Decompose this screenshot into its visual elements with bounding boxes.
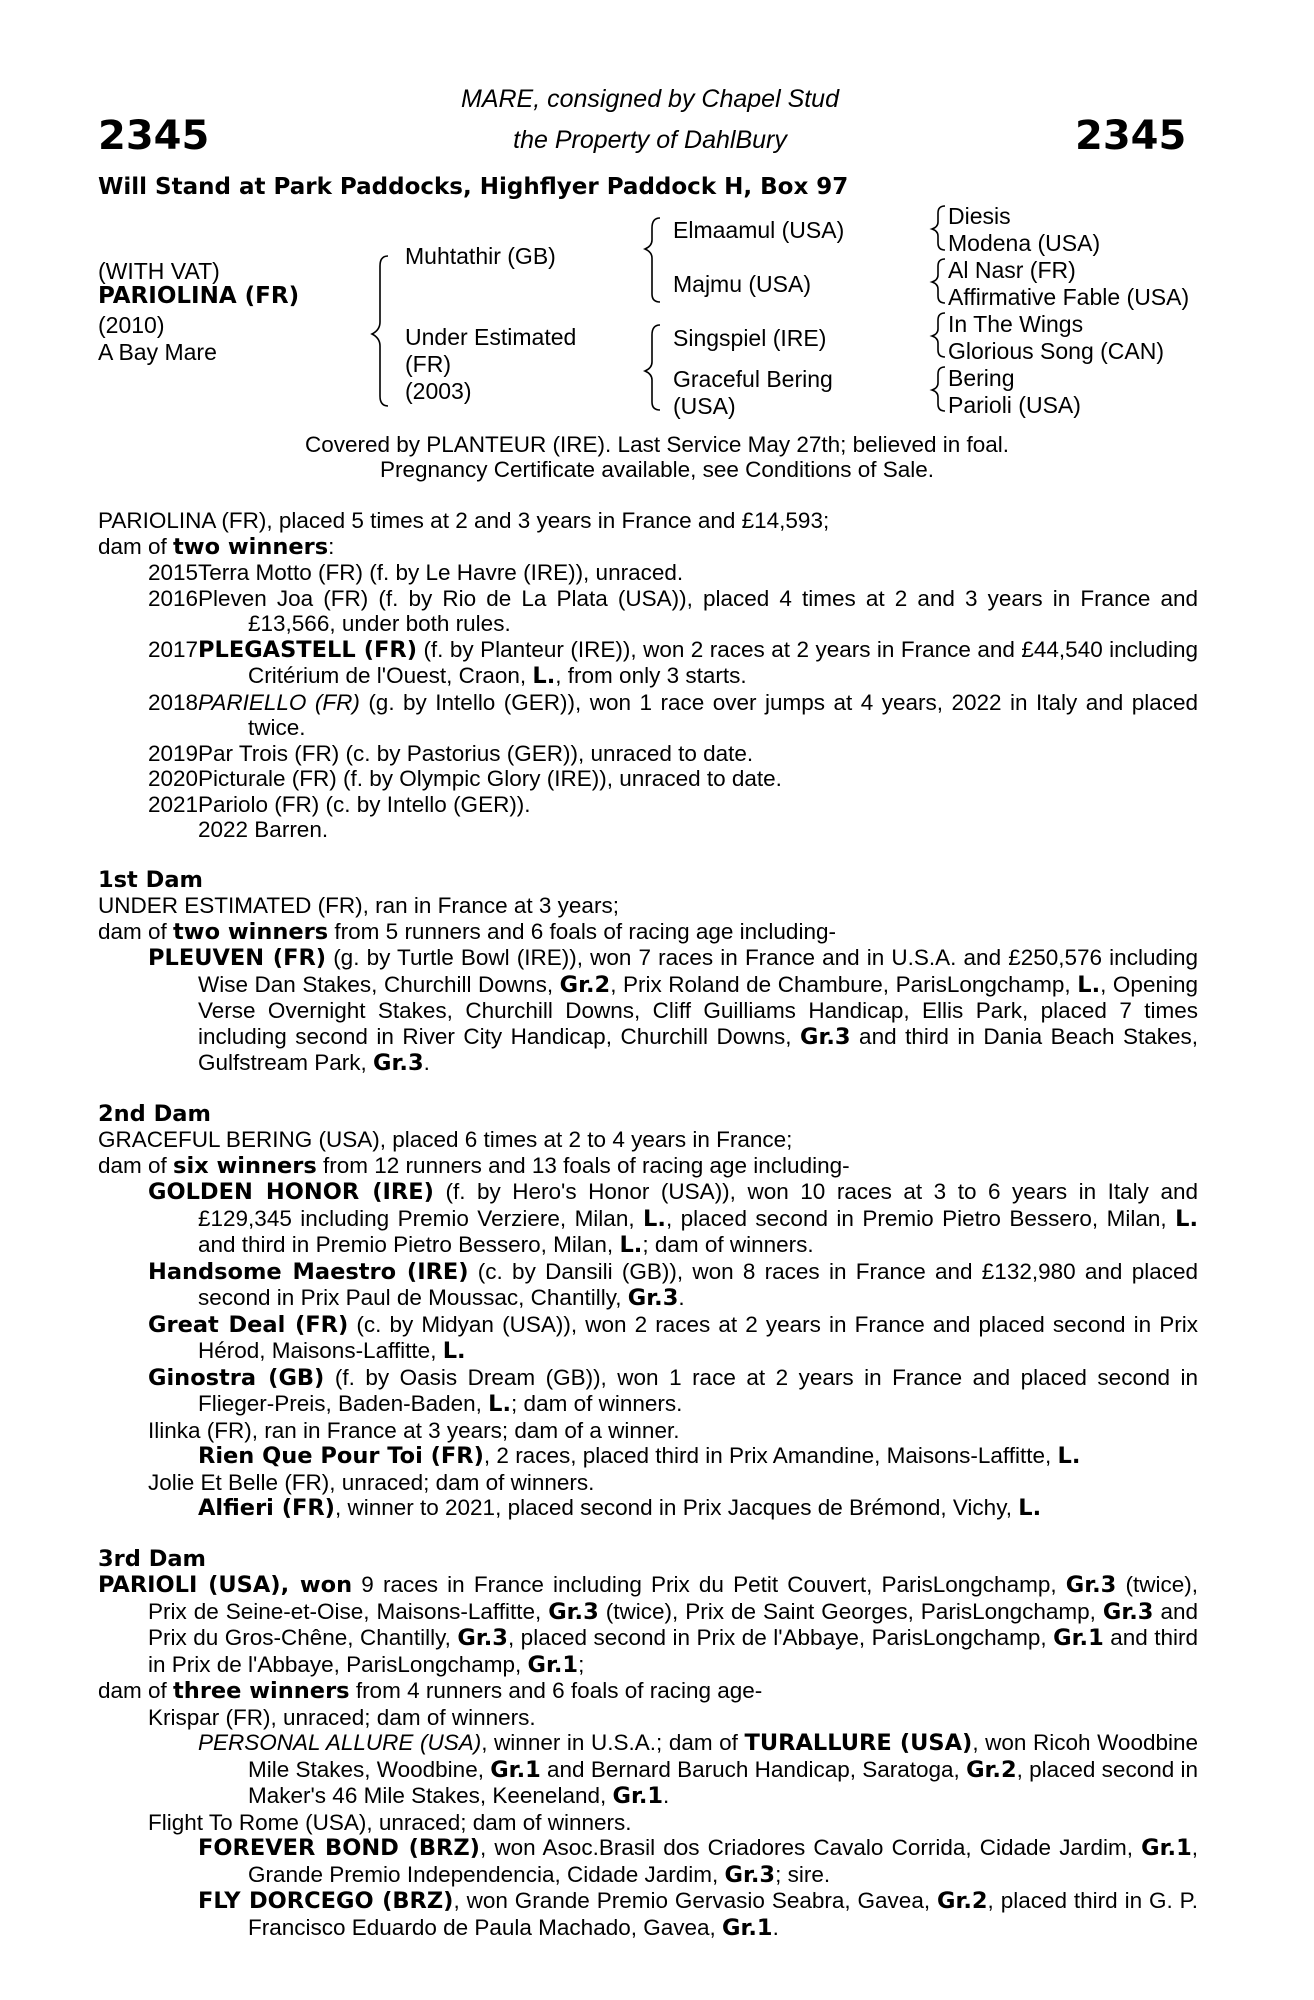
flight-to-rome-entry: Flight To Rome (USA), unraced; dam of winners. [148,1809,632,1835]
pedigree-dd-line1: Graceful Bering [673,366,833,392]
property-line: the Property of DahlBury [513,126,787,154]
pedigree-dds: Bering [948,365,1015,391]
location-line: Will Stand at Park Paddocks, Highflyer Paddock H, Box 97 [98,174,849,200]
horse-name: PARIOLINA (FR) [98,283,300,309]
alfieri-entry: Alfieri (FR), winner to 2021, placed second in Prix Jacques de Brémond, Vichy, L. [198,1495,1042,1521]
lot-number-left: 2345 [98,113,210,159]
produce-row: 2018 PARIELLO (FR) (g. by Intello (GER)), won 1 race over jumps at 4 years, 2022 in Italy and placed twice. [148,689,1199,740]
first-dam-heading: 1st Dam [98,866,203,893]
ginostra-entry: Ginostra (GB) (f. by Oasis Dream (GB)), won 1 race at 2 years in France and placed second in Flieger-Preis, Baden-Baden, L.; dam of winners. [148,1364,1198,1417]
third-dam-produce-summary: dam of three winners from 4 runners and 6 foals of racing age- [98,1678,763,1704]
second-dam-produce-summary: dam of six winners from 12 runners and 13 foals of racing age including- [98,1152,850,1179]
produce-row: 2017 PLEGASTELL (FR) (f. by Planteur (IRE)), won 2 races at 2 years in France and £44,540 including Critérium de l'Ouest, Craon, L., from only 3 starts. [148,636,1198,689]
brace-ds [932,313,945,357]
brace-sd [932,259,945,303]
second-dam-line: GRACEFUL BERING (USA), placed 6 times at 2 to 4 years in France; [98,1127,793,1152]
brace-ss [932,206,945,250]
personal-allure-entry: PERSONAL ALLURE (USA), winner in U.S.A.; dam of TURALLURE (USA), won Ricoh Woodbine Mile Stakes, Woodbine, Gr.1 and Bernard Baruch Handicap, Saratoga, Gr.2, placed second in Maker's 46 Mile Stakes, Keeneland, Gr.1. [198,1730,1199,1809]
lot-number-right: 2345 [1075,113,1187,159]
brace-sire-dam [372,256,388,406]
first-dam-produce-summary: dam of two winners from 5 runners and 6 foals of racing age including- [98,918,836,945]
pedigree-sdd: Affirmative Fable (USA) [948,284,1190,310]
pedigree-sd: Majmu (USA) [673,271,812,297]
produce-row: 2022 Barren. [198,817,329,842]
rien-que-pour-toi-entry: Rien Que Pour Toi (FR), 2 races, placed third in Prix Amandine, Maisons-Laffitte, L. [198,1443,1081,1469]
forever-bond-entry: FOREVER BOND (BRZ), won Asoc.Brasil dos Criadores Cavalo Corrida, Cidade Jardim, Gr.1, Grande Premio Independencia, Cidade Jardim, Gr.3; sire. [198,1835,1198,1888]
golden-honor-entry: GOLDEN HONOR (IRE) (f. by Hero's Honor (USA)), won 10 races at 3 to 6 years in Italy and £129,345 including Premio Verziere, Milan, L., placed second in Premio Pietro Bessero, Milan, L. and third in Premio Pietro Bessero, Milan, L.; dam of winners. [148,1179,1198,1258]
intro-winners: two winners [173,533,329,560]
consignor-line: MARE, consigned by Chapel Stud [461,85,839,113]
vat-note: (WITH VAT) [98,258,220,284]
pedigree-sds: Al Nasr (FR) [948,257,1076,283]
pleuven-entry: PLEUVEN (FR) (g. by Turtle Bowl (IRE)), won 7 races in France and in U.S.A. and £250,576 including Wise Dan Stakes, Churchill Downs, Gr.2, Prix Roland de Chambure, ParisLongchamp, L., Opening Verse Overnight Stakes, Churchill Downs, Cliff Guilliams Handicap, Ellis Park, placed 7 times including second in River City Handicap, Churchill Downs, Gr.3 and third in Dania Beach Stakes, Gulfstream Park, Gr.3. [148,945,1199,1076]
pedigree-sss: Diesis [948,203,1011,229]
produce-row: 2019 Par Trois (FR) (c. by Pastorius (GER)), unraced to date. [148,740,754,766]
brace-sire [645,218,660,302]
fly-dorcego-entry: FLY DORCEGO (BRZ), won Grande Premio Gervasio Seabra, Gavea, Gr.2, placed third in G. P. Francisco Eduardo de Paula Machado, Gavea, Gr.1. [198,1888,1199,1941]
pedigree-dsd: Glorious Song (CAN) [948,338,1165,364]
great-deal-entry: Great Deal (FR) (c. by Midyan (USA)), won 2 races at 2 years in France and placed second in Prix Hérod, Maisons-Laffitte, L. [148,1311,1198,1364]
pedigree-dam-line2: (FR) [405,351,451,377]
brace-dd [932,367,945,411]
pedigree-dd-line2: (USA) [673,393,736,419]
pregnancy-line: Pregnancy Certificate available, see Conditions of Sale. [379,457,935,482]
pedigree-dam-line3: (2003) [405,378,472,404]
produce-row: 2021 Pariolo (FR) (c. by Intello (GER)). [148,791,531,817]
pedigree-sire: Muhtathir (GB) [405,243,556,269]
intro-line: PARIOLINA (FR), placed 5 times at 2 and 3 years in France and £14,593; [98,508,830,533]
ilinka-entry: Ilinka (FR), ran in France at 3 years; dam of a winner. [148,1417,680,1443]
third-dam-heading: 3rd Dam [98,1545,206,1572]
pedigree-dss: In The Wings [948,311,1084,337]
second-dam-heading: 2nd Dam [98,1100,211,1127]
krispar-entry: Krispar (FR), unraced; dam of winners. [148,1704,536,1730]
first-dam-line: UNDER ESTIMATED (FR), ran in France at 3 years; [98,893,619,918]
catalogue-body [98,508,1198,1941]
pedigree-ss: Elmaamul (USA) [673,217,845,243]
covered-line: Covered by PLANTEUR (IRE). Last Service May 27th; believed in foal. [304,432,1010,457]
handsome-maestro-entry: Handsome Maestro (IRE) (c. by Dansili (GB)), won 8 races in France and £132,980 and placed second in Prix Paul de Moussac, Chantilly, Gr.3. [148,1258,1199,1311]
pedigree-ssd: Modena (USA) [948,230,1101,256]
jolie-et-belle-entry: Jolie Et Belle (FR), unraced; dam of winners. [148,1469,595,1495]
horse-year: (2010) [98,312,165,338]
produce-row: 2020 Picturale (FR) (f. by Olympic Glory (IRE)), unraced to date. [148,766,782,791]
parioli-entry: PARIOLI (USA), won 9 races in France including Prix du Petit Couvert, ParisLongchamp, Gr.3 (twice), Prix de Seine-et-Oise, Maisons-Laffitte, Gr.3 (twice), Prix de Saint Georges, ParisLongchamp, Gr.3 and Prix du Gros-Chêne, Chantilly, Gr.3, placed second in Prix de l'Abbaye, ParisLongchamp, Gr.1 and third in Prix de l'Abbaye, ParisLongchamp, Gr.1; [98,1572,1199,1678]
produce-row: 2016 Pleven Joa (FR) (f. by Rio de La Plata (USA)), placed 4 times at 2 and 3 years in France and £13,566, under both rules. [148,585,1198,636]
pedigree-ds: Singspiel (IRE) [673,325,827,351]
pedigree-dam-line1: Under Estimated [405,324,577,350]
pedigree-ddd: Parioli (USA) [948,392,1081,418]
produce-row: 2015 Terra Motto (FR) (f. by Le Havre (IRE)), unraced. [148,560,684,585]
horse-description: A Bay Mare [98,339,217,365]
intro-dam-of: dam of two winners: [98,533,335,560]
brace-dam [645,325,660,410]
